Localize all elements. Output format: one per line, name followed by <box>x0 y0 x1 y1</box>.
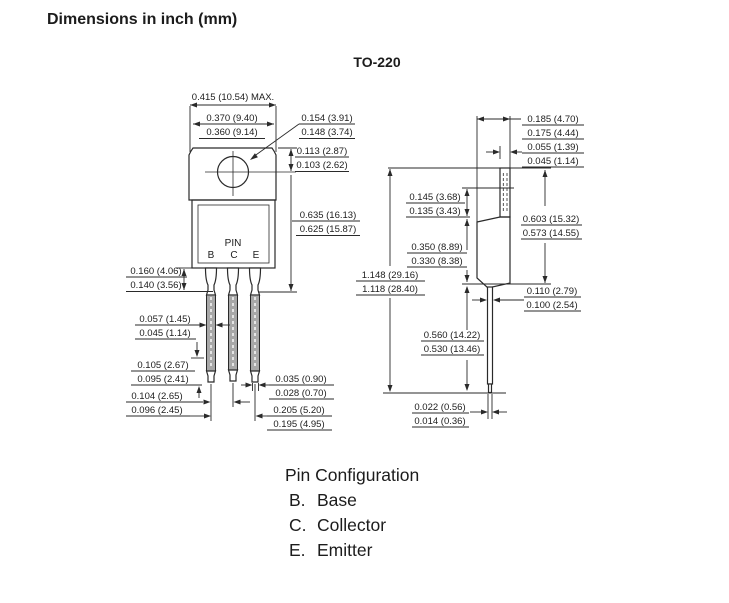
dim-tab-thick-max: 0.055 (1.39) <box>527 142 579 153</box>
dim-lead-width-max: 0.057 (1.45) <box>139 314 191 325</box>
side-tab-outline <box>500 168 510 217</box>
pin-config-title: Pin Configuration <box>285 465 420 485</box>
dim-lead-width-min: 0.045 (1.14) <box>139 328 191 339</box>
dim-span-max: 0.205 (5.20) <box>273 405 325 416</box>
dim-body-depth-max: 0.185 (4.70) <box>527 114 579 125</box>
dim-tip-len-min: 0.095 (2.41) <box>137 374 189 385</box>
dim-lead-thick-min: 0.100 (2.54) <box>526 300 578 311</box>
dim-body-height-max: 0.350 (8.89) <box>411 242 463 253</box>
side-lead <box>488 287 493 384</box>
dim-tip-thick-min: 0.014 (0.36) <box>414 416 466 427</box>
pin-label-collector: C <box>230 250 238 261</box>
dim-overall-height-max: 1.148 (29.16) <box>361 270 419 281</box>
dim-tip-len-max: 0.105 (2.67) <box>137 360 189 371</box>
dim-tab-shoulder-max: 0.635 (16.13) <box>299 210 357 221</box>
front-view-leads <box>206 268 261 382</box>
pin-config-key-b: B. <box>289 490 306 510</box>
dim-hole-dia-max: 0.154 (3.91) <box>301 113 353 124</box>
front-view-dimensions <box>126 92 360 430</box>
pin-config-name-emitter: Emitter <box>317 540 373 560</box>
dim-body-height-min: 0.330 (8.38) <box>411 256 463 267</box>
dim-tab-thick-min: 0.045 (1.14) <box>527 156 579 167</box>
dim-hole-body-min: 0.135 (3.43) <box>409 206 461 217</box>
dim-overall-width: 0.415 (10.54) MAX. <box>191 92 275 103</box>
lead-b-tip <box>207 371 216 382</box>
lead-c-shoulder <box>228 268 239 295</box>
dim-lead-len-max: 0.560 (14.22) <box>423 330 481 341</box>
pin-label-base: B <box>207 250 215 261</box>
dim-lead-thick-max: 0.110 (2.79) <box>526 286 578 297</box>
pin-configuration-block <box>285 465 419 560</box>
dim-tip-width-max: 0.035 (0.90) <box>275 374 327 385</box>
front-tab-outline <box>189 148 276 200</box>
dim-hole-dia-min: 0.148 (3.74) <box>301 127 353 138</box>
pin-config-name-base: Base <box>317 490 357 510</box>
dim-shoulder-len-min: 0.140 (3.56) <box>130 280 182 291</box>
lead-e-tip <box>251 371 260 382</box>
side-view-outline <box>477 168 510 393</box>
pin-config-key-e: E. <box>289 540 306 560</box>
dim-lead-len-min: 0.530 (13.46) <box>423 344 481 355</box>
dim-pitch-min: 0.096 (2.45) <box>131 405 183 416</box>
dim-tip-width-min: 0.028 (0.70) <box>275 388 327 399</box>
dim-span-min: 0.195 (4.95) <box>273 419 325 430</box>
pin-config-name-collector: Collector <box>317 515 387 535</box>
dim-tab-width-min: 0.360 (9.14) <box>206 127 258 138</box>
dim-pitch-max: 0.104 (2.65) <box>131 391 183 402</box>
dim-hole-offset-min: 0.103 (2.62) <box>296 160 348 171</box>
dim-shoulder-len-max: 0.160 (4.06) <box>130 266 182 277</box>
side-view-dimensions <box>356 114 584 427</box>
dim-overall-height-min: 1.118 (28.40) <box>362 284 418 295</box>
lead-c-tip <box>229 370 238 381</box>
dim-tab-width-max: 0.370 (9.40) <box>206 113 258 124</box>
dim-tab-shoulder-min: 0.625 (15.87) <box>299 224 357 235</box>
package-name: TO-220 <box>353 54 401 70</box>
pin-label-emitter: E <box>252 250 260 261</box>
dim-hole-body-max: 0.145 (3.68) <box>409 192 461 203</box>
dim-tip-thick-max: 0.022 (0.56) <box>414 402 466 413</box>
pin-marking-label: PIN <box>224 238 242 249</box>
dim-hole-offset-max: 0.113 (2.87) <box>296 146 348 157</box>
lead-b-shoulder <box>206 268 217 295</box>
dim-tab-bodybot-max: 0.603 (15.32) <box>522 214 580 225</box>
dim-body-depth-min: 0.175 (4.44) <box>527 128 579 139</box>
side-body-outline <box>477 217 510 288</box>
front-view-outline <box>189 148 296 268</box>
pin-config-key-c: C. <box>289 515 307 535</box>
page-title: Dimensions in inch (mm) <box>47 11 238 28</box>
dim-tab-bodybot-min: 0.573 (14.55) <box>522 228 580 239</box>
lead-e-shoulder <box>250 268 261 295</box>
side-lead-tip <box>489 384 492 393</box>
